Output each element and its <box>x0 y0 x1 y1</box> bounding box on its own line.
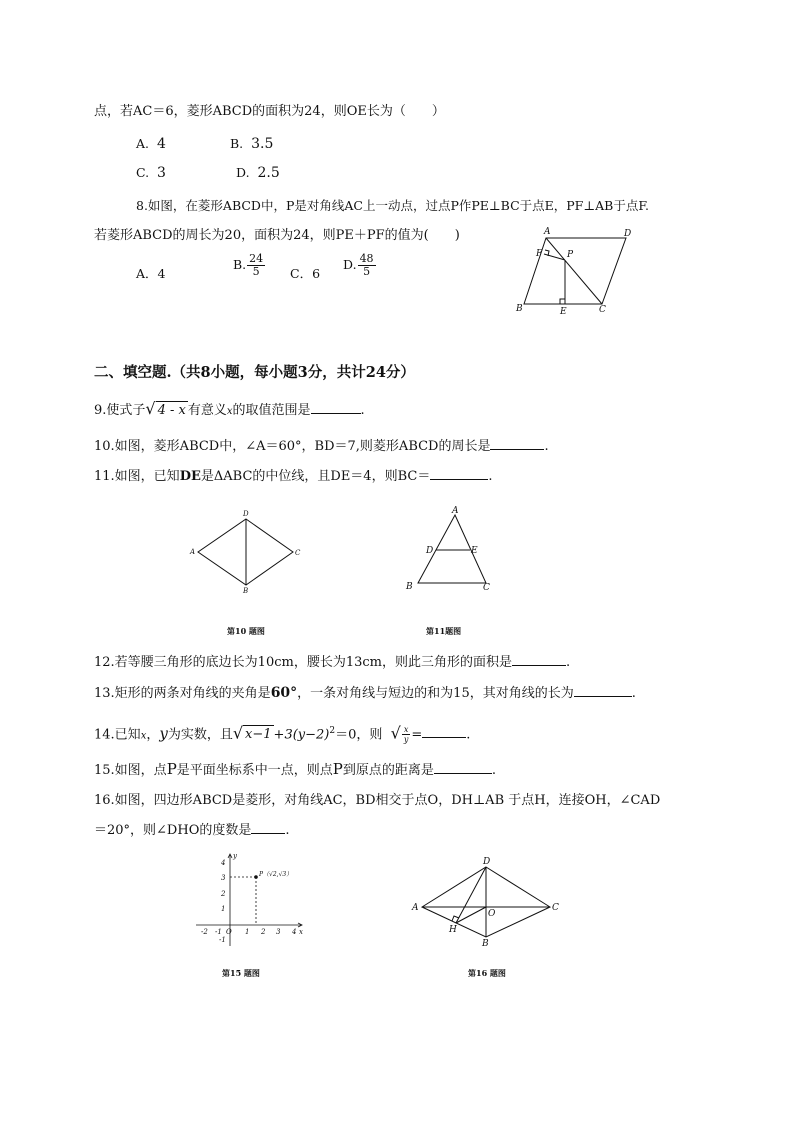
q16-line2-text: ＝20°，则∠DHO的度数是 <box>94 823 252 838</box>
q14-end: . <box>466 727 471 743</box>
fig10-label-a: A <box>190 548 196 556</box>
fig15-ytick-2: 2 <box>221 890 226 898</box>
q8-d-prefix: D. <box>343 257 357 272</box>
fig15-point-label: P（√2,√3） <box>259 871 293 878</box>
fig16-label-c: C <box>552 903 559 913</box>
q8-option-a: A．4 <box>136 266 166 281</box>
q8-label-d: D <box>624 229 632 239</box>
radical-sign-icon: √ <box>390 723 401 743</box>
q8-d-num: 48 <box>359 252 374 265</box>
q14-ratio-num: x <box>402 725 411 735</box>
q8-b-prefix: B. <box>233 257 247 272</box>
q14-eq-c: ＝0，则 <box>335 727 383 743</box>
q8-label-b: B <box>516 304 523 314</box>
q9-post: 的取值范围是 <box>232 403 311 418</box>
q7-c-value: 3 <box>157 165 166 181</box>
fig10-label-b: B <box>243 587 249 595</box>
fig10-label-d: D <box>243 510 249 518</box>
q14-comma: ， <box>146 727 160 743</box>
q12-end: . <box>565 655 571 670</box>
q14-eq-radicand: x−1 <box>245 727 272 743</box>
q7-d-value: 2.5 <box>257 165 280 181</box>
fig16-label-b: B <box>482 939 489 949</box>
fig11-label-d: D <box>426 546 434 556</box>
fig16-label-h: H <box>449 925 457 935</box>
radical-sign-icon: √ <box>145 399 156 418</box>
q15-pre: 15.如图，点 <box>94 763 167 778</box>
fig15-ytick-4: 4 <box>221 859 226 867</box>
fig11-label-a: A <box>452 506 459 516</box>
q8-label-e: E <box>560 307 567 317</box>
fig16-label-a: A <box>412 903 419 913</box>
q8-stem-line1: 8.如图，在菱形ABCD中，P是对角线AC上一动点，过点P作PE⊥BC于点E，PF⊥AB于点F. <box>136 198 650 213</box>
q7-a-label: A. <box>136 136 150 151</box>
q7-d-label: D. <box>236 165 250 180</box>
q14-pre: 14.已知 <box>94 727 141 743</box>
q10-text: 10.如图，菱形ABCD中，∠A＝60°，BD＝7,则菱形ABCD的周长是 <box>94 439 491 454</box>
q15-end: . <box>491 763 497 778</box>
q7-c-label: C. <box>136 165 150 180</box>
fig15-xtick-3: 3 <box>276 928 281 936</box>
fig15-y-axis-label: y <box>233 852 237 860</box>
fig15-xtick-neg2: -2 <box>201 928 208 936</box>
radical-sign-icon: √ <box>232 723 244 743</box>
q14-eq-exp: 2 <box>329 726 336 736</box>
q8-b-num: 24 <box>249 252 264 265</box>
fig10-label-c: C <box>295 549 301 557</box>
q15-p2: P <box>332 760 343 778</box>
q9-end: . <box>360 403 365 418</box>
fig11-label-e: E <box>471 546 478 556</box>
q13-pre: 13.矩形的两条对角线的夹角是 <box>94 686 271 701</box>
q14-eq-b: +3(y−2) <box>273 727 330 743</box>
q16-line1: 16.如图，四边形ABCD是菱形，对角线AC，BD相交于点O，DH⊥AB 于点H，连接OH，∠CAD <box>94 793 661 808</box>
fig15-xtick-2: 2 <box>261 928 266 936</box>
fig15-ytick-neg1: -1 <box>219 936 226 944</box>
fig11-label-c: C <box>483 583 490 593</box>
q9-mid: 有意义 <box>187 403 227 418</box>
fig10-caption: 第10 题图 <box>227 626 265 636</box>
fig16-label-d: D <box>483 857 491 867</box>
q8-label-p: P <box>567 250 574 260</box>
fig15-xtick-neg1: -1 <box>215 928 222 936</box>
fig15-xtick-1: 1 <box>245 928 250 936</box>
q11-end: . <box>488 469 493 484</box>
q12-text: 12.若等腰三角形的底边长为10cm，腰长为13cm，则此三角形的面积是 <box>94 655 512 670</box>
fig11-label-b: B <box>406 582 413 592</box>
q13-post: ，一条对角线与短边的和为15，其对角线的长为 <box>297 686 574 701</box>
q14-eq-sign: = <box>411 727 423 743</box>
fig15-x-axis-label: x <box>299 928 303 936</box>
section-heading: 二、填空题.（共8小题，每小题3分，共计24分） <box>94 364 415 381</box>
q8-d-den: 5 <box>363 265 371 278</box>
q10-end: . <box>544 439 549 454</box>
fig15-ytick-3: 3 <box>221 874 226 882</box>
q8-label-f: F <box>536 249 543 259</box>
q13-angle: 60° <box>270 685 298 701</box>
q13-end: . <box>631 686 636 701</box>
q11-post: 是ΔABC的中位线，且DE＝4，则BC＝ <box>200 469 431 484</box>
q7-stem: 点，若AC＝6，菱形ABCD的面积为24，则OE长为（ ） <box>94 104 445 119</box>
q9-var: x <box>226 406 233 417</box>
fig15-origin-label: O <box>226 928 232 936</box>
q8-b-den: 5 <box>252 265 260 278</box>
q8-label-a: A <box>544 227 551 237</box>
fig15-xtick-4: 4 <box>292 928 297 936</box>
q8-option-c: C．6 <box>290 266 321 281</box>
q9-pre: 9.使式子 <box>94 403 146 418</box>
q14-y: y <box>159 724 168 743</box>
q15-mid: 是平面坐标系中一点，则点 <box>176 763 333 778</box>
q11-de: DE <box>179 469 201 484</box>
q11-pre: 11.如图，已知 <box>94 469 180 484</box>
fig15-ytick-1: 1 <box>221 905 226 913</box>
q7-b-value: 3.5 <box>251 136 274 152</box>
q15-p1: P <box>166 760 177 778</box>
fig16-caption: 第16 题图 <box>468 968 506 978</box>
q14-mid: 为实数，且 <box>167 727 233 743</box>
q15-post: 到原点的距离是 <box>342 763 434 778</box>
fig15-caption: 第15 题图 <box>222 968 260 978</box>
q9-radicand: 4 - x <box>157 403 186 418</box>
q7-b-label: B. <box>230 136 244 151</box>
q7-a-value: 4 <box>156 136 166 152</box>
q8-stem-line2: 若菱形ABCD的周长为20，面积为24，则PE＋PF的值为( ) <box>94 228 460 243</box>
q8-label-c: C <box>599 305 606 315</box>
q14-ratio-den: y <box>403 735 409 745</box>
q16-end: . <box>285 823 290 838</box>
fig11-caption: 第11题图 <box>426 626 462 636</box>
fig16-label-o: O <box>488 909 496 919</box>
q14-x: x <box>140 730 147 742</box>
